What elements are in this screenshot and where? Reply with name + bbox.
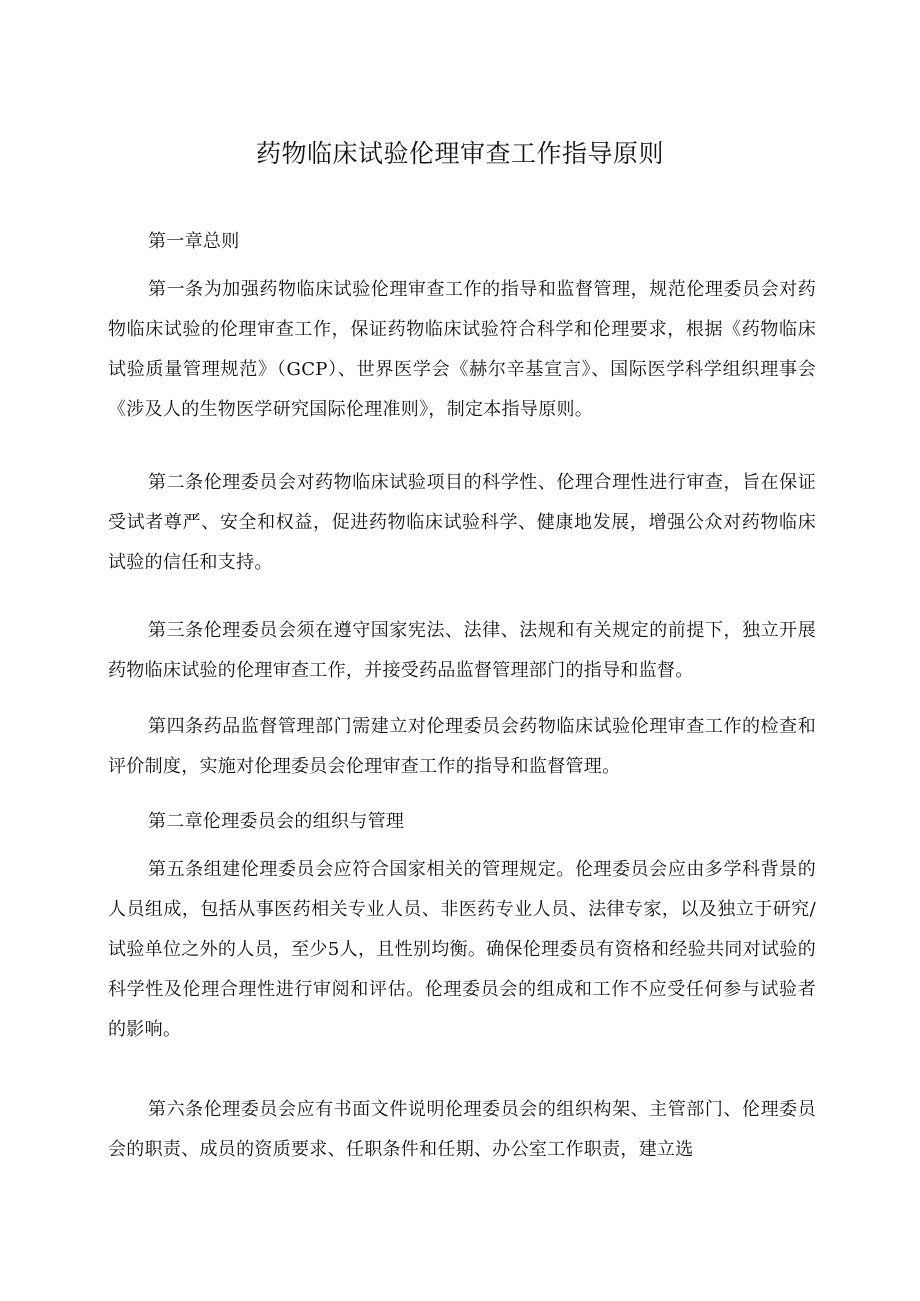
article-4-paragraph: 第四条药品监督管理部门需建立对伦理委员会药物临床试验伦理审查工作的检查和评价制度，实施对伦理委员会伦理审查工作的指导和监督管理。 — [108, 716, 816, 777]
article-3-paragraph: 第三条伦理委员会须在遵守国家宪法、法律、法规和有关规定的前提下，独立开展药物临床试验的伦理审查工作，并接受药品监督管理部门的指导和监督。 — [108, 620, 816, 681]
article-5-paragraph: 第五条组建伦理委员会应符合国家相关的管理规定。伦理委员会应由多学科背景的人员组成，包括从事医药相关专业人员、非医药专业人员、法律专家，以及独立于研究/试验单位之外的人员，至少5人，且性别均衡。确保伦理委员有资格和经验共同对试验的科学性及伦理合理性进行审阅和评估。伦理委员会的组成和工作不应受任何参与试验者的影响。 — [108, 859, 816, 1040]
document-title: 药物临床试验伦理审查工作指导原则 — [255, 139, 664, 168]
chapter-heading-1: 第一章总则 — [148, 231, 240, 252]
article-6-paragraph: 第六条伦理委员会应有书面文件说明伦理委员会的组织构架、主管部门、伦理委员会的职责、成员的资质要求、任职条件和任期、办公室工作职责，建立选 — [108, 1099, 816, 1160]
chapter-heading-2: 第二章伦理委员会的组织与管理 — [148, 811, 405, 832]
article-2-paragraph: 第二条伦理委员会对药物临床试验项目的科学性、伦理合理性进行审查，旨在保证受试者尊严、安全和权益，促进药物临床试验科学、健康地发展，增强公众对药物临床试验的信任和支持。 — [108, 472, 816, 573]
article-1-paragraph: 第一条为加强药物临床试验伦理审查工作的指导和监督管理，规范伦理委员会对药物临床试验的伦理审查工作，保证药物临床试验符合科学和伦理要求，根据《药物临床试验质量管理规范》（GCP）、世界医学会《赫尔辛基宣言》、国际医学科学组织理事会《涉及人的生物医学研究国际伦理准则》，制定本指导原则。 — [108, 279, 816, 420]
